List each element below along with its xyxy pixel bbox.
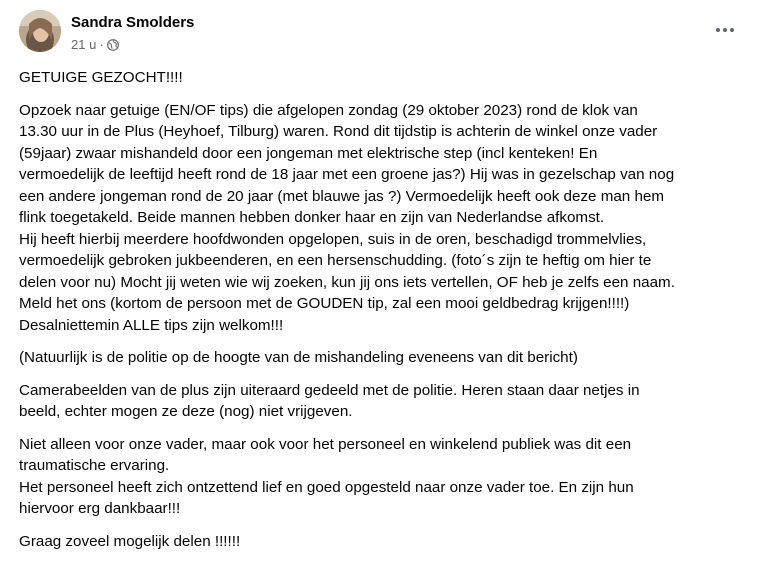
post-paragraph (19, 100, 759, 337)
post-text-line: Hij heeft hierbij meerdere hoofdwonden opgelopen, suis in de oren, beschadigd trommelvlies, (19, 230, 647, 248)
post-text-line: GETUIGE GEZOCHT!!!! (19, 69, 183, 86)
post-text-line: Het personeel heeft zich ontzettend lief en goed opgesteld naar onze vader toe. En zijn hun (19, 478, 634, 496)
meta-separator: · (99, 37, 104, 52)
author-name[interactable]: Sandra Smolders (71, 14, 195, 31)
post-paragraph (19, 434, 759, 520)
post-text (19, 67, 759, 563)
post-text-line: vermoedelijk de leeftijd heeft rond de 18 jaar met een groene jas?) Hij was in gezelschap van nog (19, 166, 675, 183)
post-paragraph (19, 380, 759, 423)
post-text-line: beeld, echter mogen ze deze (nog) niet vrijgeven. (19, 403, 353, 420)
post-text-line: traumatische ervaring. (19, 457, 170, 474)
post-text-line: hiervoor erg dankbaar!!! (19, 500, 181, 517)
post-text-line: Graag zoveel mogelijk delen !!!!!! (19, 532, 241, 550)
post-text-line: Niet alleen voor onze vader, maar ook voor het personeel en winkelend publiek was dit een (19, 435, 632, 453)
avatar-photo (19, 10, 61, 52)
globe-icon[interactable] (107, 39, 119, 51)
post-meta (71, 37, 119, 52)
post-text-line: Camerabeelden van de plus zijn uiteraard gedeeld met de politie. Heren staan daar netjes in (19, 381, 640, 399)
post-header (19, 10, 768, 62)
post-text-line: Opzoek naar getuige (EN/OF tips) die afgelopen zondag (29 oktober 2023) rond de klok van (19, 101, 638, 119)
post-text-line: een andere jongeman rond de 20 jaar (met blauwe jas ?) Vermoedelijk heeft ook deze man hem (19, 187, 665, 205)
post-text-line: vermoedelijk gebroken jukbeenderen, en een hersenschudding. (foto´s zijn te heftig om hier te (19, 252, 652, 269)
post-text-line: Desalniettemin ALLE tips zijn welkom!!! (19, 316, 284, 334)
post-paragraph (19, 67, 759, 89)
post-paragraph (19, 531, 759, 553)
more-options-icon[interactable] (710, 20, 740, 40)
post-text-line: 13.30 uur in de Plus (Heyhoef, Tilburg) waren. Rond dit tijdstip is achterin de winkel onze vader (19, 123, 658, 140)
post-text-line: delen voor nu) Mocht jij weten wie wij zoeken, kun jij ons iets vertellen, OF heb je zelfs een naam. (19, 273, 675, 291)
post-text-line: Meld het ons (kortom de persoon met de GOUDEN tip, zal een mooi geldbedrag krijgen!!!!) (19, 295, 630, 312)
avatar[interactable] (19, 10, 61, 52)
post-text-line: (Natuurlijk is de politie op de hoogte van de mishandeling eveneens van dit bericht) (19, 349, 578, 366)
post-paragraph (19, 347, 759, 369)
post-timestamp[interactable]: 21 u (71, 37, 97, 52)
post-text-line: (59jaar) zwaar mishandeld door een jongeman met elektrische step (incl kenteken! En (19, 144, 598, 162)
post-text-line: flink toegetakeld. Beide mannen hebben donker haar en zijn van Nederlandse afkomst. (19, 209, 605, 226)
